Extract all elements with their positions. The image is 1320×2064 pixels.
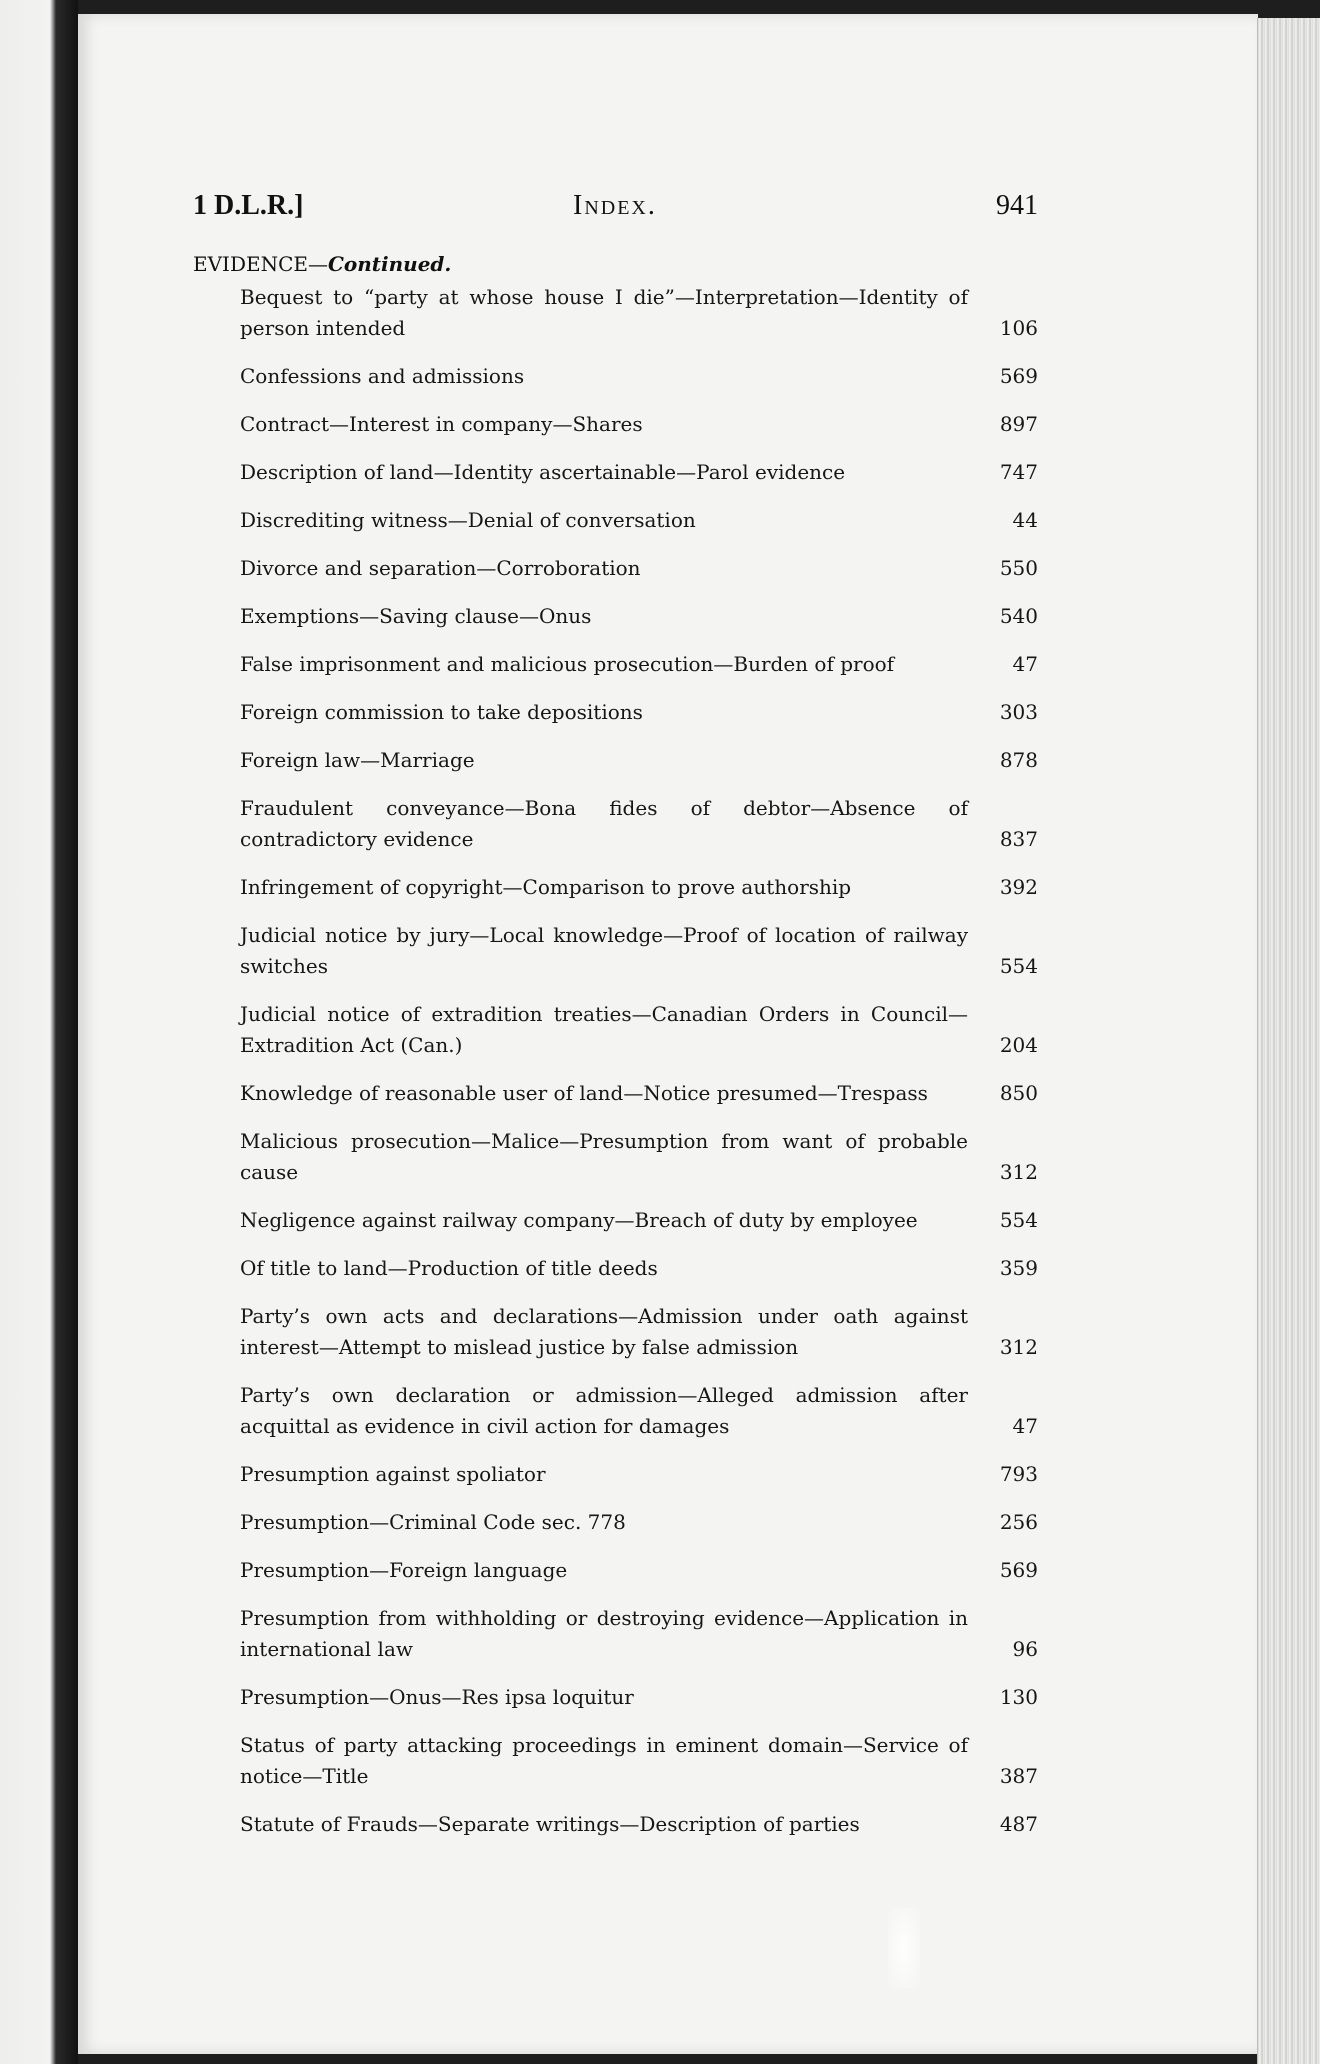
entry-page-number: 204 bbox=[999, 1033, 1038, 1057]
index-entry bbox=[240, 1459, 1038, 1490]
entry-page-number: 554 bbox=[999, 1208, 1038, 1232]
entry-text: Of title to land—Production of title deeds bbox=[240, 1256, 658, 1280]
index-entry bbox=[240, 999, 1038, 1061]
entry-text: Discrediting witness—Denial of conversation bbox=[240, 508, 696, 532]
entry-page-number: 303 bbox=[999, 700, 1038, 724]
index-entry bbox=[240, 1603, 1038, 1665]
entry-text: Judicial notice of extradition treaties—Canadian Orders in Council—Extradition Act (Can.) bbox=[240, 1002, 968, 1057]
index-entry bbox=[240, 282, 1038, 344]
index-entry bbox=[240, 1078, 1038, 1109]
entry-text: Foreign law—Marriage bbox=[240, 748, 475, 772]
page-stack-edge bbox=[1257, 18, 1320, 2064]
entry-page-number: 837 bbox=[999, 827, 1038, 851]
section-heading bbox=[193, 252, 451, 276]
index-entry bbox=[240, 1555, 1038, 1586]
entry-text: Presumption—Foreign language bbox=[240, 1558, 568, 1582]
paper-smudge bbox=[888, 1908, 920, 1988]
entry-page-number: 47 bbox=[1012, 652, 1038, 676]
index-entry bbox=[240, 793, 1038, 855]
index-entry bbox=[240, 1380, 1038, 1442]
entry-page-number: 256 bbox=[999, 1510, 1038, 1534]
entry-page-number: 793 bbox=[999, 1462, 1038, 1486]
entry-page-number: 569 bbox=[999, 1558, 1038, 1582]
entry-page-number: 554 bbox=[999, 954, 1038, 978]
index-entry bbox=[240, 457, 1038, 488]
index-entry bbox=[240, 1682, 1038, 1713]
header-title: Index. bbox=[573, 190, 657, 221]
index-entry bbox=[240, 1253, 1038, 1284]
entry-text: Party’s own acts and declarations—Admission under oath against interest—Attempt to mislead justice by false admission bbox=[240, 1304, 968, 1359]
entry-text: Foreign commission to take depositions bbox=[240, 700, 643, 724]
index-entry bbox=[240, 409, 1038, 440]
entry-page-number: 106 bbox=[999, 316, 1038, 340]
entry-text: Infringement of copyright—Comparison to prove authorship bbox=[240, 875, 852, 899]
entry-text: Party’s own declaration or admission—Alleged admission after acquittal as evidence in civil action for damages bbox=[240, 1383, 968, 1438]
entry-page-number: 747 bbox=[999, 460, 1038, 484]
entry-page-number: 312 bbox=[999, 1160, 1038, 1184]
index-entry bbox=[240, 361, 1038, 392]
index-entry bbox=[240, 697, 1038, 728]
entry-page-number: 130 bbox=[999, 1685, 1038, 1709]
entry-page-number: 540 bbox=[999, 604, 1038, 628]
index-entry bbox=[240, 505, 1038, 536]
entry-text: Exemptions—Saving clause—Onus bbox=[240, 604, 592, 628]
section-title: EVIDENCE— bbox=[193, 252, 328, 276]
book-spine-edge bbox=[0, 0, 78, 2064]
entry-page-number: 47 bbox=[1012, 1414, 1038, 1438]
section-continued: Continued. bbox=[327, 252, 452, 276]
entry-page-number: 387 bbox=[999, 1764, 1038, 1788]
entry-page-number: 392 bbox=[999, 875, 1038, 899]
entry-text: Presumption—Onus—Res ipsa loquitur bbox=[240, 1685, 634, 1709]
entry-text: Confessions and admissions bbox=[240, 364, 525, 388]
entry-page-number: 96 bbox=[1012, 1637, 1038, 1661]
index-entry bbox=[240, 745, 1038, 776]
entry-text: Description of land—Identity ascertainable—Parol evidence bbox=[240, 460, 846, 484]
index-entry bbox=[240, 1301, 1038, 1363]
entry-page-number: 550 bbox=[999, 556, 1038, 580]
entry-text: Judicial notice by jury—Local knowledge—Proof of location of railway switches bbox=[240, 923, 968, 978]
entry-text: Fraudulent conveyance—Bona fides of debtor—Absence of contradictory evidence bbox=[240, 796, 968, 851]
entry-page-number: 850 bbox=[999, 1081, 1038, 1105]
entry-page-number: 312 bbox=[999, 1335, 1038, 1359]
index-entry bbox=[240, 649, 1038, 680]
entry-text: Contract—Interest in company—Shares bbox=[240, 412, 643, 436]
entry-page-number: 487 bbox=[999, 1812, 1038, 1836]
entry-page-number: 569 bbox=[999, 364, 1038, 388]
index-entry bbox=[240, 1507, 1038, 1538]
page-number: 941 bbox=[996, 190, 1038, 221]
entry-text: Presumption—Criminal Code sec. 778 bbox=[240, 1510, 626, 1534]
entry-text: Presumption from withholding or destroying evidence—Application in international law bbox=[240, 1606, 968, 1661]
index-entry bbox=[240, 1205, 1038, 1236]
entry-text: False imprisonment and malicious prosecution—Burden of proof bbox=[240, 652, 895, 676]
index-entry bbox=[240, 601, 1038, 632]
running-header bbox=[193, 190, 1038, 230]
entry-page-number: 878 bbox=[999, 748, 1038, 772]
index-entry bbox=[240, 920, 1038, 982]
entry-text: Statute of Frauds—Separate writings—Description of parties bbox=[240, 1812, 860, 1836]
entry-text: Negligence against railway company—Breach of duty by employee bbox=[240, 1208, 918, 1232]
index-entry bbox=[240, 872, 1038, 903]
volume-reference: 1 D.L.R.] bbox=[193, 190, 304, 221]
entry-page-number: 897 bbox=[999, 412, 1038, 436]
index-entry bbox=[240, 553, 1038, 584]
entry-page-number: 359 bbox=[999, 1256, 1038, 1280]
entry-text: Bequest to “party at whose house I die”—Interpretation—Identity of person intended bbox=[240, 285, 968, 340]
index-entry bbox=[240, 1809, 1038, 1840]
index-entry bbox=[240, 1126, 1038, 1188]
index-entry-list bbox=[240, 282, 1038, 1857]
entry-text: Malicious prosecution—Malice—Presumption from want of probable cause bbox=[240, 1129, 968, 1184]
entry-text: Knowledge of reasonable user of land—Notice presumed—Trespass bbox=[240, 1081, 928, 1105]
entry-text: Presumption against spoliator bbox=[240, 1462, 546, 1486]
entry-page-number: 44 bbox=[1012, 508, 1038, 532]
entry-text: Divorce and separation—Corroboration bbox=[240, 556, 641, 580]
index-entry bbox=[240, 1730, 1038, 1792]
entry-text: Status of party attacking proceedings in eminent domain—Service of notice—Title bbox=[240, 1733, 968, 1788]
